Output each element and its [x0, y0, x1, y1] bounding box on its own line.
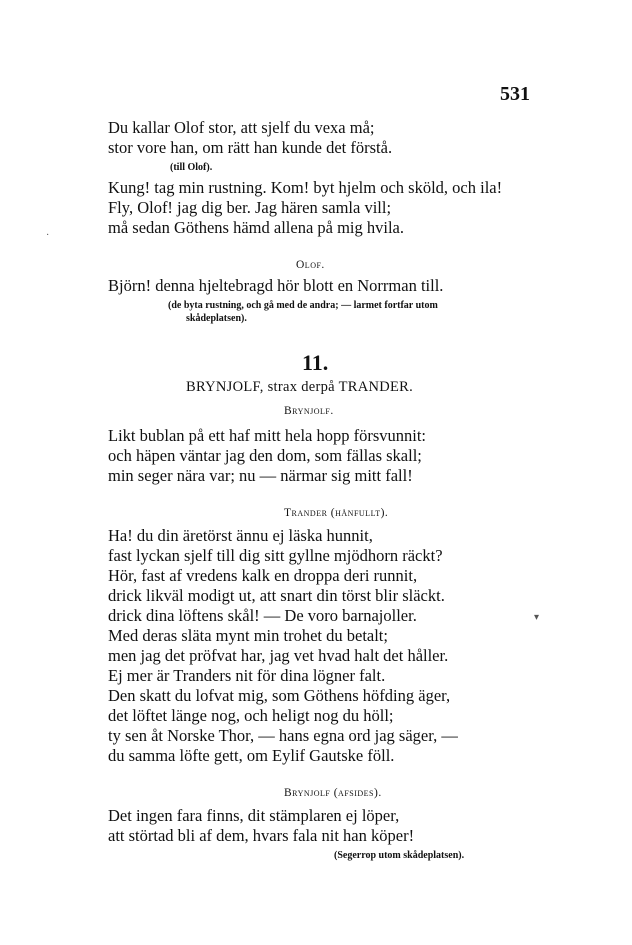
- verse-line: ty sen åt Norske Thor, — hans egna ord jag säger, —: [108, 726, 458, 745]
- verse-line: Björn! denna hjeltebragd hör blott en Norrman till.: [108, 276, 444, 295]
- verse-line: att störtad bli af dem, hvars fala nit han köper!: [108, 826, 415, 845]
- verse-line: Fly, Olof! jag dig ber. Jag hären samla vill;: [108, 198, 392, 217]
- speaker-name: Brynjolf.: [284, 405, 334, 417]
- verse-line: Med deras släta mynt min trohet du betalt;: [108, 626, 388, 645]
- speaker-name: Olof.: [296, 259, 325, 271]
- verse-line: det löftet länge nog, och heligt nog du höll;: [108, 706, 394, 725]
- verse-line: Ej mer är Tranders nit för dina lögner falt.: [108, 666, 386, 685]
- print-speck: ·: [46, 230, 50, 241]
- verse-line: min seger nära var; nu — närmar sig mitt fall!: [108, 466, 413, 485]
- speaker-name: Trander (hånfullt).: [284, 507, 389, 519]
- verse-line: Du kallar Olof stor, att sjelf du vexa må;: [108, 118, 375, 137]
- stage-direction: skådeplatsen).: [186, 313, 247, 324]
- speaker-name: Brynjolf (afsides).: [284, 787, 382, 799]
- page-number: 531: [500, 83, 530, 105]
- verse-line: Kung! tag min rustning. Kom! byt hjelm och sköld, och ila!: [108, 178, 503, 197]
- verse-line: må sedan Göthens hämd allena på mig hvila.: [108, 218, 405, 237]
- scene-title: BRYNJOLF, strax derpå TRANDER.: [186, 379, 414, 395]
- verse-line: Likt bublan på ett haf mitt hela hopp försvunnit:: [108, 426, 427, 445]
- verse-line: och häpen väntar jag den dom, som fällas skall;: [108, 446, 422, 465]
- verse-line: Det ingen fara finns, dit stämplaren ej löper,: [108, 806, 400, 825]
- stage-direction: (till Olof).: [170, 162, 213, 173]
- verse-line: stor vore han, om rätt han kunde det förstå.: [108, 138, 393, 157]
- stage-direction: (de byta rustning, och gå med de andra; — larmet fortfar utom: [168, 300, 438, 311]
- verse-line: men jag det pröfvat har, jag vet hvad halt det håller.: [108, 646, 449, 665]
- verse-line: drick likväl modigt ut, att snart din törst blir släckt.: [108, 586, 445, 605]
- verse-line: du samma löfte gett, om Eylif Gautske föll.: [108, 746, 395, 765]
- verse-line: Den skatt du lofvat mig, som Göthens höfding äger,: [108, 686, 451, 705]
- verse-line: drick dina löftens skål! — De voro barnajoller.: [108, 606, 417, 625]
- print-speck: ▾: [534, 612, 540, 623]
- scene-number: 11.: [302, 350, 329, 375]
- verse-line: fast lyckan sjelf till dig sitt gyllne mjödhorn räckt?: [108, 546, 443, 565]
- verse-line: Ha! du din äretörst ännu ej läska hunnit,: [108, 526, 373, 545]
- verse-line: Hör, fast af vredens kalk en droppa deri runnit,: [108, 566, 418, 585]
- stage-direction: (Segerrop utom skådeplatsen).: [334, 850, 465, 861]
